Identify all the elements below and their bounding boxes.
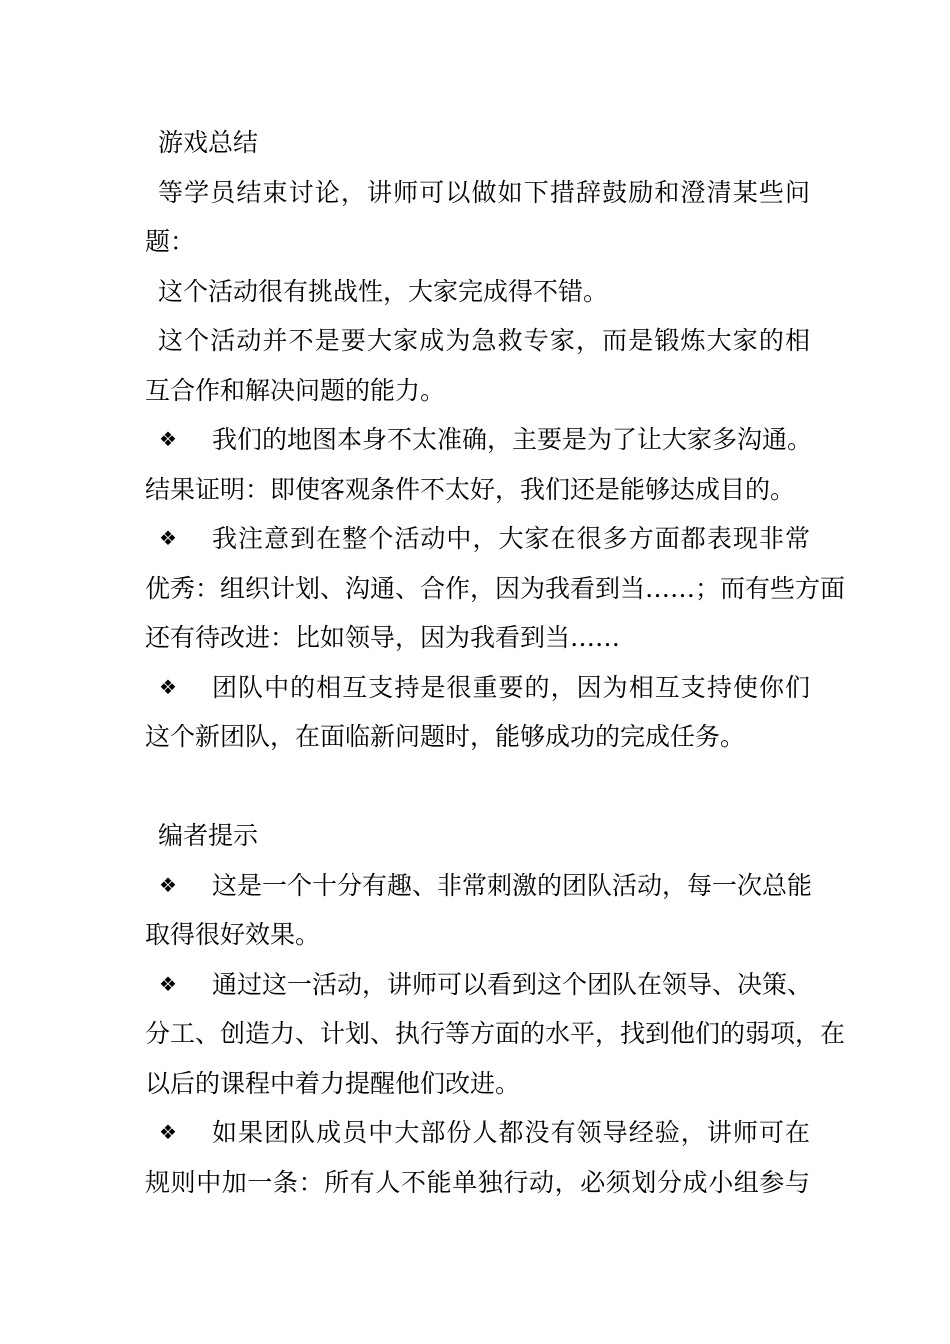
bullet-text: 这是一个十分有趣、非常刺激的团队活动，每一次总能 bbox=[212, 870, 813, 900]
bullet-item bbox=[145, 861, 813, 911]
diamond-bullet-icon: ❖ bbox=[159, 674, 177, 699]
paragraph-challenge: 这个活动很有挑战性，大家完成得不错。 bbox=[158, 276, 609, 306]
diamond-bullet-icon: ❖ bbox=[159, 971, 177, 996]
diamond-bullet-icon: ❖ bbox=[159, 1120, 177, 1144]
bullet-text: 我们的地图本身不太准确，主要是为了让大家多沟通。 bbox=[212, 425, 813, 454]
bullet-item bbox=[145, 1108, 810, 1158]
bullet-continuation: 结果证明：即使客观条件不太好，我们还是能够达成目的。 bbox=[145, 474, 796, 504]
bullet-continuation: 这个新团队，在面临新问题时，能够成功的完成任务。 bbox=[145, 722, 746, 751]
intro-line-1: 等学员结束讨论，讲师可以做如下措辞鼓励和澄清某些问 bbox=[158, 177, 810, 207]
bullet-continuation: 优秀：组织计划、沟通、合作，因为我看到当……；而有些方面 bbox=[145, 573, 846, 603]
bullet-continuation: 以后的课程中着力提醒他们改进。 bbox=[145, 1068, 521, 1098]
intro-line-2: 题： bbox=[145, 227, 196, 256]
bullet-continuation: 还有待改进：比如领导，因为我看到当…… bbox=[145, 623, 621, 652]
diamond-bullet-icon: ❖ bbox=[159, 526, 177, 550]
section-heading-tips: 编者提示 bbox=[158, 821, 259, 850]
section-heading-summary: 游戏总结 bbox=[158, 128, 259, 157]
bullet-item bbox=[145, 663, 810, 713]
document-body bbox=[145, 118, 846, 1207]
section-spacer bbox=[145, 762, 810, 812]
diamond-bullet-icon: ❖ bbox=[159, 872, 177, 897]
bullet-text: 通过这一活动，讲师可以看到这个团队在领导、决策、 bbox=[212, 969, 813, 999]
bullet-continuation: 分工、创造力、计划、执行等方面的水平，找到他们的弱项，在 bbox=[145, 1019, 846, 1048]
bullet-text: 我注意到在整个活动中，大家在很多方面都表现非常 bbox=[212, 524, 810, 553]
bullet-continuation: 规则中加一条：所有人不能单独行动，必须划分成小组参与 bbox=[145, 1167, 810, 1197]
bullet-text: 团队中的相互支持是很重要的，因为相互支持使你们 bbox=[212, 672, 810, 702]
paragraph-purpose-line-1: 这个活动并不是要大家成为急救专家，而是锻炼大家的相 bbox=[158, 326, 810, 355]
diamond-bullet-icon: ❖ bbox=[159, 427, 177, 451]
bullet-continuation: 取得很好效果。 bbox=[145, 920, 321, 949]
bullet-item bbox=[145, 960, 813, 1010]
paragraph-purpose-line-2: 互合作和解决问题的能力。 bbox=[145, 375, 446, 405]
bullet-text: 如果团队成员中大部份人都没有领导经验，讲师可在 bbox=[212, 1118, 810, 1147]
bullet-item bbox=[145, 415, 813, 465]
bullet-item bbox=[145, 514, 810, 564]
